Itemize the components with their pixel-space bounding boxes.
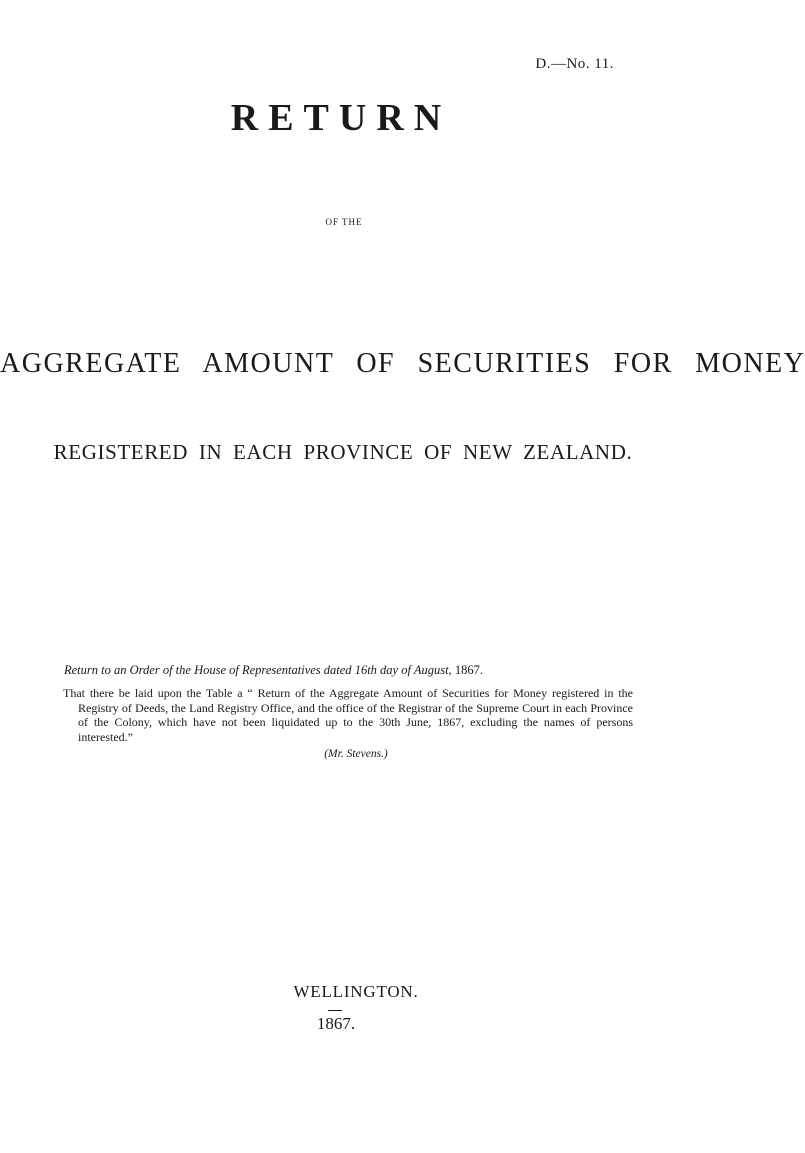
title-return: RETURN: [230, 97, 452, 139]
order-heading: [64, 663, 664, 678]
document-reference: D.—No. 11.: [535, 56, 614, 72]
order-mover: (Mr. Stevens.): [324, 748, 388, 760]
title-line-2: REGISTERED IN EACH PROVINCE OF NEW ZEALAND.: [53, 440, 633, 464]
order-text: That there be laid upon the Table a “ Return of the Aggregate Amount of Securities for Money registered in the Registry of Deeds, the Land Registry Office, and the office of the Registrar of the Supreme Court in each Province of the Colony, which have not been liquidated up to the 30th June, 1867, excluding the names of persons interested.”: [63, 686, 633, 744]
order-heading-prefix: Return to an Order of the House of Representatives dated: [64, 663, 355, 677]
title-connector: OF THE: [325, 217, 363, 227]
imprint-place: WELLINGTON.: [293, 982, 419, 1001]
order-heading-date: 16th day of August,: [354, 663, 452, 677]
imprint-year: 1867.: [316, 1014, 356, 1033]
title-line-1: AGGREGATE AMOUNT OF SECURITIES FOR MONEY: [0, 348, 805, 379]
imprint-rule: [328, 1010, 342, 1011]
order-heading-year: 1867.: [451, 663, 483, 677]
